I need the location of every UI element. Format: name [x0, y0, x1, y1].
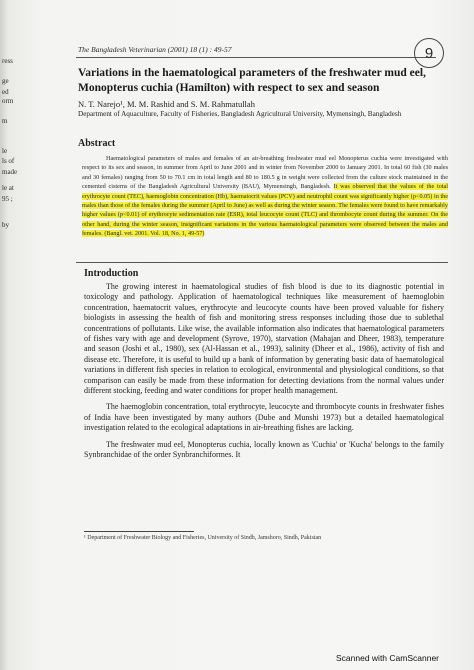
- footnote: ¹ Department of Freshwater Biology and Fisheries, University of Sindh, Jamshoro, Sindh, Pakistan: [84, 535, 322, 541]
- introduction-paragraph: The growing interest in haematological studies of fish blood is due to its diagnostic potential in toxicology and pathology. Application of haematological techniques like measurement of haemoglobin concentration, haematocrit values, erythrocyte and leucocyte counts have been proved valuable for fishery biologists in assessing the health of fish and monitoring stress responses including those due to sublethal concentrations of pollutants. Like wise, the available information also indicates that haematological parameters of fishes vary with age and development (Syrove, 1970), starvation (Mahajan and Dheer, 1983), temperature and season (Joshi et al., 1980), sex (Al-Hassan et al., 1993), salinity (Dheer et al., 1986), activity of fish and disease etc. Therefore, it is useful to build up a bank of information by generating basic data of haematological variations in different fish species in relation to ecological, environmental and physiological conditions, so that comparison can easily be made from these information for detecting deviations from the normal values under different stocking, feeding and water conditions for proper health management.: [84, 282, 444, 396]
- journal-header: The Bangladesh Veterinarian (2001) 18 (1) : 49-57: [78, 45, 232, 54]
- introduction-heading: Introduction: [84, 268, 139, 279]
- margin-fragment: orm: [2, 97, 14, 105]
- margin-fragment: ge: [2, 77, 9, 85]
- header-rule: [76, 57, 436, 58]
- introduction-paragraph: The haemoglobin concentration, total erythrocyte, leucocyte and thrombocyte counts in freshwater fishes of India have been investigated by many authors (Dube and Munshi 1973) but a detailed haematological investigation related to the ecological adaptations in air-breathing fishes are lacking.: [84, 402, 444, 433]
- highlighted-abstract-text: It was observed that the values of the total erythrocyte count (TEC), haemoglobin concentration (Hb), haematocrit values (PCV) and neutrophil count was significantly higher (p<0.05) in the males than those of the females during the summer (April to June) as well as during the winter season. The females were found to have remarkably higher values (p<0.01) of erythrocyte sedimentation rate (ESR), total leucocyte count (TLC) and thrombocyte count during the summer. On the other hand, during the winter season, insignificant variations in the various haematological parameters were observed between the males and females. (Bangl. vet. 2001. Vol. 18, No. 1, 49-57): [82, 183, 448, 238]
- margin-fragment: by: [2, 221, 9, 229]
- margin-fragment: 95 ;: [2, 195, 13, 203]
- scanner-watermark: Scanned with CamScanner: [336, 653, 440, 663]
- introduction-body: [84, 282, 444, 467]
- handwritten-page-number: 9: [414, 38, 444, 68]
- margin-fragment: le at: [2, 184, 14, 192]
- abstract-text: Haematological parameters of males and females of an air-breathing freshwater mud eel Monopterus cuchia were investigated with respect to its sex and season, in summer from April to June 2001 and in winter from November 2000 to January 2001. In total 60 fish (30 males and 30 females) ranging from 50 to 70.1 cm in total length and 80 to 180.5 g in weight were collected from the culture stock maintained in the cemented cisterns of the Bangladesh Agricultural University (BAU), Mymensingh, Bangladesh.: [82, 155, 448, 191]
- margin-fragment: ress: [2, 57, 13, 65]
- footnote-rule: [84, 531, 194, 532]
- margin-fragment: made: [2, 168, 18, 176]
- abstract-body: [82, 154, 448, 239]
- margin-fragment: ed: [2, 88, 9, 96]
- abstract-rule: [76, 262, 448, 263]
- affiliation: Department of Aquaculture, Faculty of Fisheries, Bangladesh Agricultural University, Mymensingh, Bangladesh: [78, 110, 402, 118]
- authors: N. T. Narejo¹, M. M. Rashid and S. M. Rahmatullah: [78, 99, 255, 109]
- margin-fragment: le: [2, 147, 8, 155]
- introduction-paragraph: The freshwater mud eel, Monopterus cuchia, locally known as 'Cuchia' or 'Kucha' belongs to the family Synbranchidae of the order Synbranchiformes. It: [84, 439, 444, 460]
- abstract-heading: Abstract: [78, 138, 116, 149]
- article-title: Variations in the haematological parameters of the freshwater mud eel, Monopterus cuchia (Hamilton) with respect to sex and season: [78, 67, 426, 94]
- margin-fragment: m: [2, 117, 8, 125]
- margin-fragment: ls of: [2, 157, 15, 165]
